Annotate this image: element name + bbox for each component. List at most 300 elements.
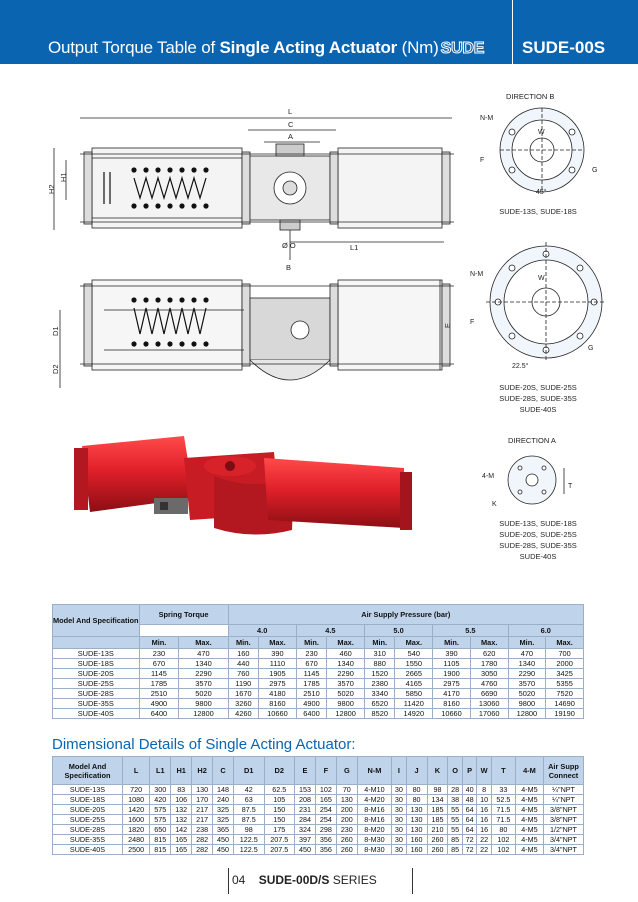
torque-value-cell: 10660 [433,709,471,719]
th-p4: 5.5 [433,625,508,637]
dim-value-cell: 8-M20 [357,825,391,835]
dir-b-large-nm-label: N-M [470,271,484,278]
torque-value-cell: 14690 [546,699,584,709]
dim-value-cell: 260 [427,845,448,855]
dim-model-cell: SUDE-13S [53,785,123,795]
top-assembly-drawing [44,100,454,280]
dim-value-cell: 356 [315,845,336,855]
dir-b-angle-45: 45° [536,189,547,196]
th-max: Max. [179,637,228,649]
dim-row [53,795,584,805]
torque-value-cell: 4760 [470,679,508,689]
torque-value-cell: 1145 [296,669,327,679]
dim-value-cell: 260 [336,835,357,845]
torque-value-cell: 230 [296,649,327,659]
torque-model-cell: SUDE-20S [53,669,140,679]
dimension-table-body [53,785,584,855]
dim-value-cell: 106 [171,795,192,805]
dim-header-cell: Model And Specification [53,757,123,785]
dim-value-cell: 720 [123,785,150,795]
dim-value-cell: 85 [448,845,462,855]
dim-row [53,785,584,795]
dim-value-cell: 150 [264,805,295,815]
torque-value-cell: 8160 [433,699,471,709]
dim-value-cell: 87.5 [233,815,264,825]
dim-value-cell: 254 [315,815,336,825]
torque-model-cell: SUDE-28S [53,689,140,699]
torque-value-cell: 1785 [296,679,327,689]
torque-value-cell: 14920 [395,709,433,719]
th-model: Model And Specification [53,605,140,637]
dim-header-cell: G [336,757,357,785]
brand-logo: SUDE [440,40,485,57]
dim-label-O: Ø O [282,241,296,250]
dim-value-cell: 30 [392,825,406,835]
torque-value-cell: 9800 [327,699,365,709]
dim-header-cell: P [462,757,476,785]
torque-value-cell: 1780 [470,659,508,669]
dim-value-cell: 130 [336,795,357,805]
dim-label-H1: H1 [59,172,68,182]
torque-row [53,699,584,709]
torque-value-cell: 3570 [179,679,228,689]
direction-a-view [478,448,578,512]
torque-value-cell: 1340 [327,659,365,669]
dim-value-cell: 160 [406,835,427,845]
dim-value-cell: 98 [233,825,264,835]
torque-value-cell: 2290 [327,669,365,679]
dim-value-cell: 185 [427,805,448,815]
dim-model-cell: SUDE-25S [53,815,123,825]
torque-row [53,689,584,699]
torque-value-cell: 9800 [508,699,546,709]
dim-value-cell: 200 [336,805,357,815]
torque-value-cell: 6520 [364,699,395,709]
dim-value-cell: 72 [462,835,476,845]
torque-value-cell: 1105 [433,659,471,669]
dim-row [53,835,584,845]
torque-value-cell: 1145 [139,669,179,679]
dim-value-cell: 64 [462,815,476,825]
torque-value-cell: 19190 [546,709,584,719]
dim-value-cell: 3/4"NPT [544,845,584,855]
th-max: Max. [395,637,433,649]
torque-value-cell: 1785 [139,679,179,689]
dim-value-cell: 28 [448,785,462,795]
torque-value-cell: 1670 [228,689,259,699]
dir-b-large-f-label: F [470,319,475,326]
dim-value-cell: 71.5 [491,805,515,815]
dim-model-cell: SUDE-28S [53,825,123,835]
dim-value-cell: 8-M30 [357,835,391,845]
dim-value-cell: 70 [336,785,357,795]
actuator-photo [64,428,424,540]
dir-a-k-label: K [492,501,497,508]
torque-value-cell: 700 [546,649,584,659]
dim-value-cell: 165 [171,835,192,845]
page-title [48,38,484,58]
dim-value-cell: 4-M5 [515,815,543,825]
direction-b-title: DIRECTION B [506,92,555,101]
torque-value-cell: 6690 [470,689,508,699]
torque-value-cell: 670 [296,659,327,669]
torque-value-cell: 4900 [296,699,327,709]
dim-value-cell: 122.5 [233,845,264,855]
torque-value-cell: 5020 [179,689,228,699]
dim-value-cell: 30 [392,835,406,845]
torque-row [53,669,584,679]
torque-value-cell: 7520 [546,689,584,699]
dim-value-cell: 238 [192,825,213,835]
dim-label-B: B [286,263,292,272]
dim-model-cell: SUDE-18S [53,795,123,805]
dim-header-cell: I [392,757,406,785]
torque-value-cell: 3340 [364,689,395,699]
dim-model-cell: SUDE-40S [53,845,123,855]
torque-value-cell: 230 [139,649,179,659]
dir-a-caption-1: SUDE-13S, SUDE-18S [499,519,577,528]
dim-value-cell: 650 [150,825,171,835]
torque-value-cell: 17060 [470,709,508,719]
dim-value-cell: 132 [171,815,192,825]
torque-value-cell: 12800 [508,709,546,719]
dim-value-cell: 16 [477,805,491,815]
torque-value-cell: 1520 [364,669,395,679]
dim-value-cell: 175 [264,825,295,835]
dim-header-cell: F [315,757,336,785]
section-drawing [44,270,454,400]
dim-value-cell: 298 [315,825,336,835]
dim-value-cell: 102 [315,785,336,795]
dim-value-cell: 8 [477,785,491,795]
torque-table [52,604,584,719]
dim-value-cell: 85 [448,835,462,845]
th-spring-spacer [139,625,228,637]
dim-value-cell: 130 [406,805,427,815]
torque-model-cell: SUDE-18S [53,659,140,669]
dim-value-cell: 325 [213,805,234,815]
th-p2: 4.5 [296,625,364,637]
dim-value-cell: 52.5 [491,795,515,805]
torque-value-cell: 5020 [508,689,546,699]
dim-value-cell: 130 [192,785,213,795]
torque-row [53,679,584,689]
dim-value-cell: 8-M30 [357,845,391,855]
dim-value-cell: 254 [315,805,336,815]
dimension-table-header [53,757,584,785]
torque-value-cell: 2000 [546,659,584,669]
dim-label-L: L [288,107,293,116]
dim-value-cell: 42 [233,785,264,795]
dim-value-cell: 105 [264,795,295,805]
dir-b-w-label: W [538,129,545,136]
th-min: Min. [296,637,327,649]
torque-value-cell: 3260 [228,699,259,709]
torque-value-cell: 4170 [433,689,471,699]
torque-value-cell: 2510 [296,689,327,699]
th-p5: 6.0 [508,625,583,637]
torque-value-cell: 620 [470,649,508,659]
torque-value-cell: 2975 [433,679,471,689]
dim-value-cell: 38 [448,795,462,805]
dim-value-cell: 1600 [123,815,150,825]
torque-value-cell: 4900 [139,699,179,709]
torque-value-cell: 2665 [395,669,433,679]
dim-value-cell: 8-M16 [357,805,391,815]
dim-value-cell: 231 [295,805,316,815]
dim-value-cell: 16 [477,825,491,835]
dim-header-cell: H1 [171,757,192,785]
dim-header-cell: C [213,757,234,785]
direction-b-flange-small [476,104,606,198]
dim-value-cell: 240 [213,795,234,805]
torque-value-cell: 5355 [546,679,584,689]
dim-label-C: C [288,120,294,129]
dim-header-cell: T [491,757,515,785]
torque-value-cell: 540 [395,649,433,659]
page-footer [232,873,377,887]
dim-value-cell: 2480 [123,835,150,845]
dim-row [53,845,584,855]
dir-a-caption-3: SUDE-28S, SUDE-35S [499,541,577,550]
dim-model-cell: SUDE-20S [53,805,123,815]
page-header [0,0,638,64]
dim-value-cell: 8-M16 [357,815,391,825]
dim-value-cell: 207.5 [264,845,295,855]
dim-value-cell: 98 [427,785,448,795]
dim-value-cell: 71.5 [491,815,515,825]
torque-model-cell: SUDE-25S [53,679,140,689]
torque-value-cell: 1110 [259,659,297,669]
dir-b-f-label: F [480,157,485,164]
dim-value-cell: 64 [462,825,476,835]
dim-value-cell: 4-M5 [515,785,543,795]
dim-value-cell: 80 [406,795,427,805]
dim-header-cell: H2 [192,757,213,785]
dim-row [53,825,584,835]
dim-row [53,805,584,815]
torque-value-cell: 9800 [179,699,228,709]
torque-value-cell: 460 [327,649,365,659]
dim-value-cell: 170 [192,795,213,805]
th-max: Max. [470,637,508,649]
dim-value-cell: 282 [192,835,213,845]
dim-header-cell: E [295,757,316,785]
dim-value-cell: 217 [192,805,213,815]
torque-value-cell: 440 [228,659,259,669]
dim-value-cell: 153 [295,785,316,795]
th-min: Min. [508,637,546,649]
dim-header-cell: K [427,757,448,785]
torque-value-cell: 2290 [179,669,228,679]
dim-value-cell: 210 [427,825,448,835]
dim-value-cell: 130 [406,815,427,825]
dim-value-cell: 22 [477,835,491,845]
torque-value-cell: 3570 [327,679,365,689]
dim-label-D2: D2 [51,364,60,374]
torque-value-cell: 2975 [259,679,297,689]
torque-value-cell: 470 [508,649,546,659]
torque-value-cell: 310 [364,649,395,659]
title-unit: (Nm) [401,38,439,57]
torque-table-body [53,649,584,719]
dir-b-nm-label: N-M [480,115,494,122]
torque-value-cell: 12800 [327,709,365,719]
dim-value-cell: 30 [392,805,406,815]
dim-value-cell: 300 [150,785,171,795]
dim-value-cell: 148 [213,785,234,795]
dim-value-cell: 80 [406,785,427,795]
dir-a-t-label: T [568,483,573,490]
dim-value-cell: 4-M5 [515,835,543,845]
dim-value-cell: 450 [213,845,234,855]
torque-value-cell: 10660 [259,709,297,719]
dim-value-cell: 64 [462,805,476,815]
dim-value-cell: 130 [406,825,427,835]
torque-value-cell: 160 [228,649,259,659]
dir-b-caption-2b: SUDE-28S, SUDE-35S [499,394,577,403]
dim-header-cell: D2 [264,757,295,785]
dim-value-cell: 87.5 [233,805,264,815]
th-air: Air Supply Pressure (bar) [228,605,583,625]
dim-header-cell: J [406,757,427,785]
page-number: 04 [232,873,246,887]
th-spring: Spring Torque [139,605,228,625]
torque-row [53,659,584,669]
footer-divider-left [228,868,229,894]
dim-value-cell: 450 [295,845,316,855]
torque-value-cell: 2510 [139,689,179,699]
dim-value-cell: 260 [336,845,357,855]
dim-value-cell: 1820 [123,825,150,835]
dim-value-cell: 4-M5 [515,845,543,855]
torque-value-cell: 390 [259,649,297,659]
dim-value-cell: 365 [213,825,234,835]
dim-value-cell: 55 [448,805,462,815]
title-bold: Single Acting Actuator [219,38,398,57]
torque-value-cell: 2290 [508,669,546,679]
title-prefix: Output Torque Table of [48,38,215,57]
direction-a-title: DIRECTION A [508,436,556,445]
dim-value-cell: 33 [491,785,515,795]
dim-value-cell: 200 [336,815,357,825]
dim-value-cell: 217 [192,815,213,825]
dim-value-cell: 208 [295,795,316,805]
torque-value-cell: 1905 [259,669,297,679]
dim-value-cell: 1080 [123,795,150,805]
dim-value-cell: 450 [213,835,234,845]
torque-value-cell: 4180 [259,689,297,699]
dim-value-cell: 72 [462,845,476,855]
dim-label-H2: H2 [47,184,56,194]
dim-header-cell: O [448,757,462,785]
dim-value-cell: 62.5 [264,785,295,795]
dim-value-cell: ¼"NPT [544,785,584,795]
dim-label-E: E [443,322,452,328]
dim-value-cell: 3/8"NPT [544,805,584,815]
dim-value-cell: 4-M5 [515,805,543,815]
dim-value-cell: 16 [477,815,491,825]
torque-value-cell: 8520 [364,709,395,719]
torque-value-cell: 2380 [364,679,395,689]
torque-row [53,649,584,659]
dim-value-cell: 165 [315,795,336,805]
dim-value-cell: 122.5 [233,835,264,845]
torque-value-cell: 390 [433,649,471,659]
dim-value-cell: 260 [427,835,448,845]
dim-value-cell: 324 [295,825,316,835]
torque-model-cell: SUDE-13S [53,649,140,659]
dim-value-cell: 230 [336,825,357,835]
dim-value-cell: 397 [295,835,316,845]
dir-b-angle-22: 22.5° [512,363,529,370]
dim-model-cell: SUDE-35S [53,835,123,845]
direction-b-flange-large [470,232,610,372]
torque-value-cell: 12800 [179,709,228,719]
torque-value-cell: 880 [364,659,395,669]
torque-value-cell: 670 [139,659,179,669]
dim-value-cell: 2500 [123,845,150,855]
dim-value-cell: 63 [233,795,264,805]
torque-value-cell: 6400 [296,709,327,719]
dim-value-cell: 55 [448,825,462,835]
dim-header-cell: Air Supp Connect [544,757,584,785]
dim-value-cell: 10 [477,795,491,805]
torque-value-cell: 760 [228,669,259,679]
torque-value-cell: 3425 [546,669,584,679]
torque-value-cell: 1550 [395,659,433,669]
dim-label-D1: D1 [51,326,60,336]
torque-value-cell: 1340 [179,659,228,669]
dim-value-cell: 420 [150,795,171,805]
dim-value-cell: ¼"NPT [544,795,584,805]
th-p1: 4.0 [228,625,296,637]
th-model-spacer [53,637,140,649]
dim-value-cell: 815 [150,835,171,845]
dim-header-cell: L [123,757,150,785]
th-min: Min. [228,637,259,649]
dir-b-caption-2a: SUDE-20S, SUDE-25S [499,383,577,392]
dim-value-cell: 132 [171,805,192,815]
model-code: SUDE-00S [522,38,606,57]
dim-value-cell: 207.5 [264,835,295,845]
dim-header-cell: W [477,757,491,785]
dir-b-caption-1: SUDE-13S, SUDE-18S [499,207,577,216]
dir-b-large-g-label: G [588,345,594,352]
torque-value-cell: 4260 [228,709,259,719]
dim-value-cell: 102 [491,835,515,845]
torque-row [53,709,584,719]
dim-value-cell: 22 [477,845,491,855]
dim-value-cell: 150 [264,815,295,825]
dim-value-cell: 1/2"NPT [544,825,584,835]
torque-value-cell: 6400 [139,709,179,719]
dim-label-A: A [288,132,294,141]
torque-model-cell: SUDE-40S [53,709,140,719]
dim-value-cell: 48 [462,795,476,805]
dim-value-cell: 3/8"NPT [544,815,584,825]
dim-value-cell: 185 [427,815,448,825]
dim-value-cell: 3/4"NPT [544,835,584,845]
dim-value-cell: 30 [392,815,406,825]
dim-value-cell: 575 [150,805,171,815]
dimension-table [52,756,584,855]
dim-value-cell: 284 [295,815,316,825]
th-min: Min. [433,637,471,649]
torque-value-cell: 470 [179,649,228,659]
dim-header-cell: D1 [233,757,264,785]
dim-value-cell: 55 [448,815,462,825]
